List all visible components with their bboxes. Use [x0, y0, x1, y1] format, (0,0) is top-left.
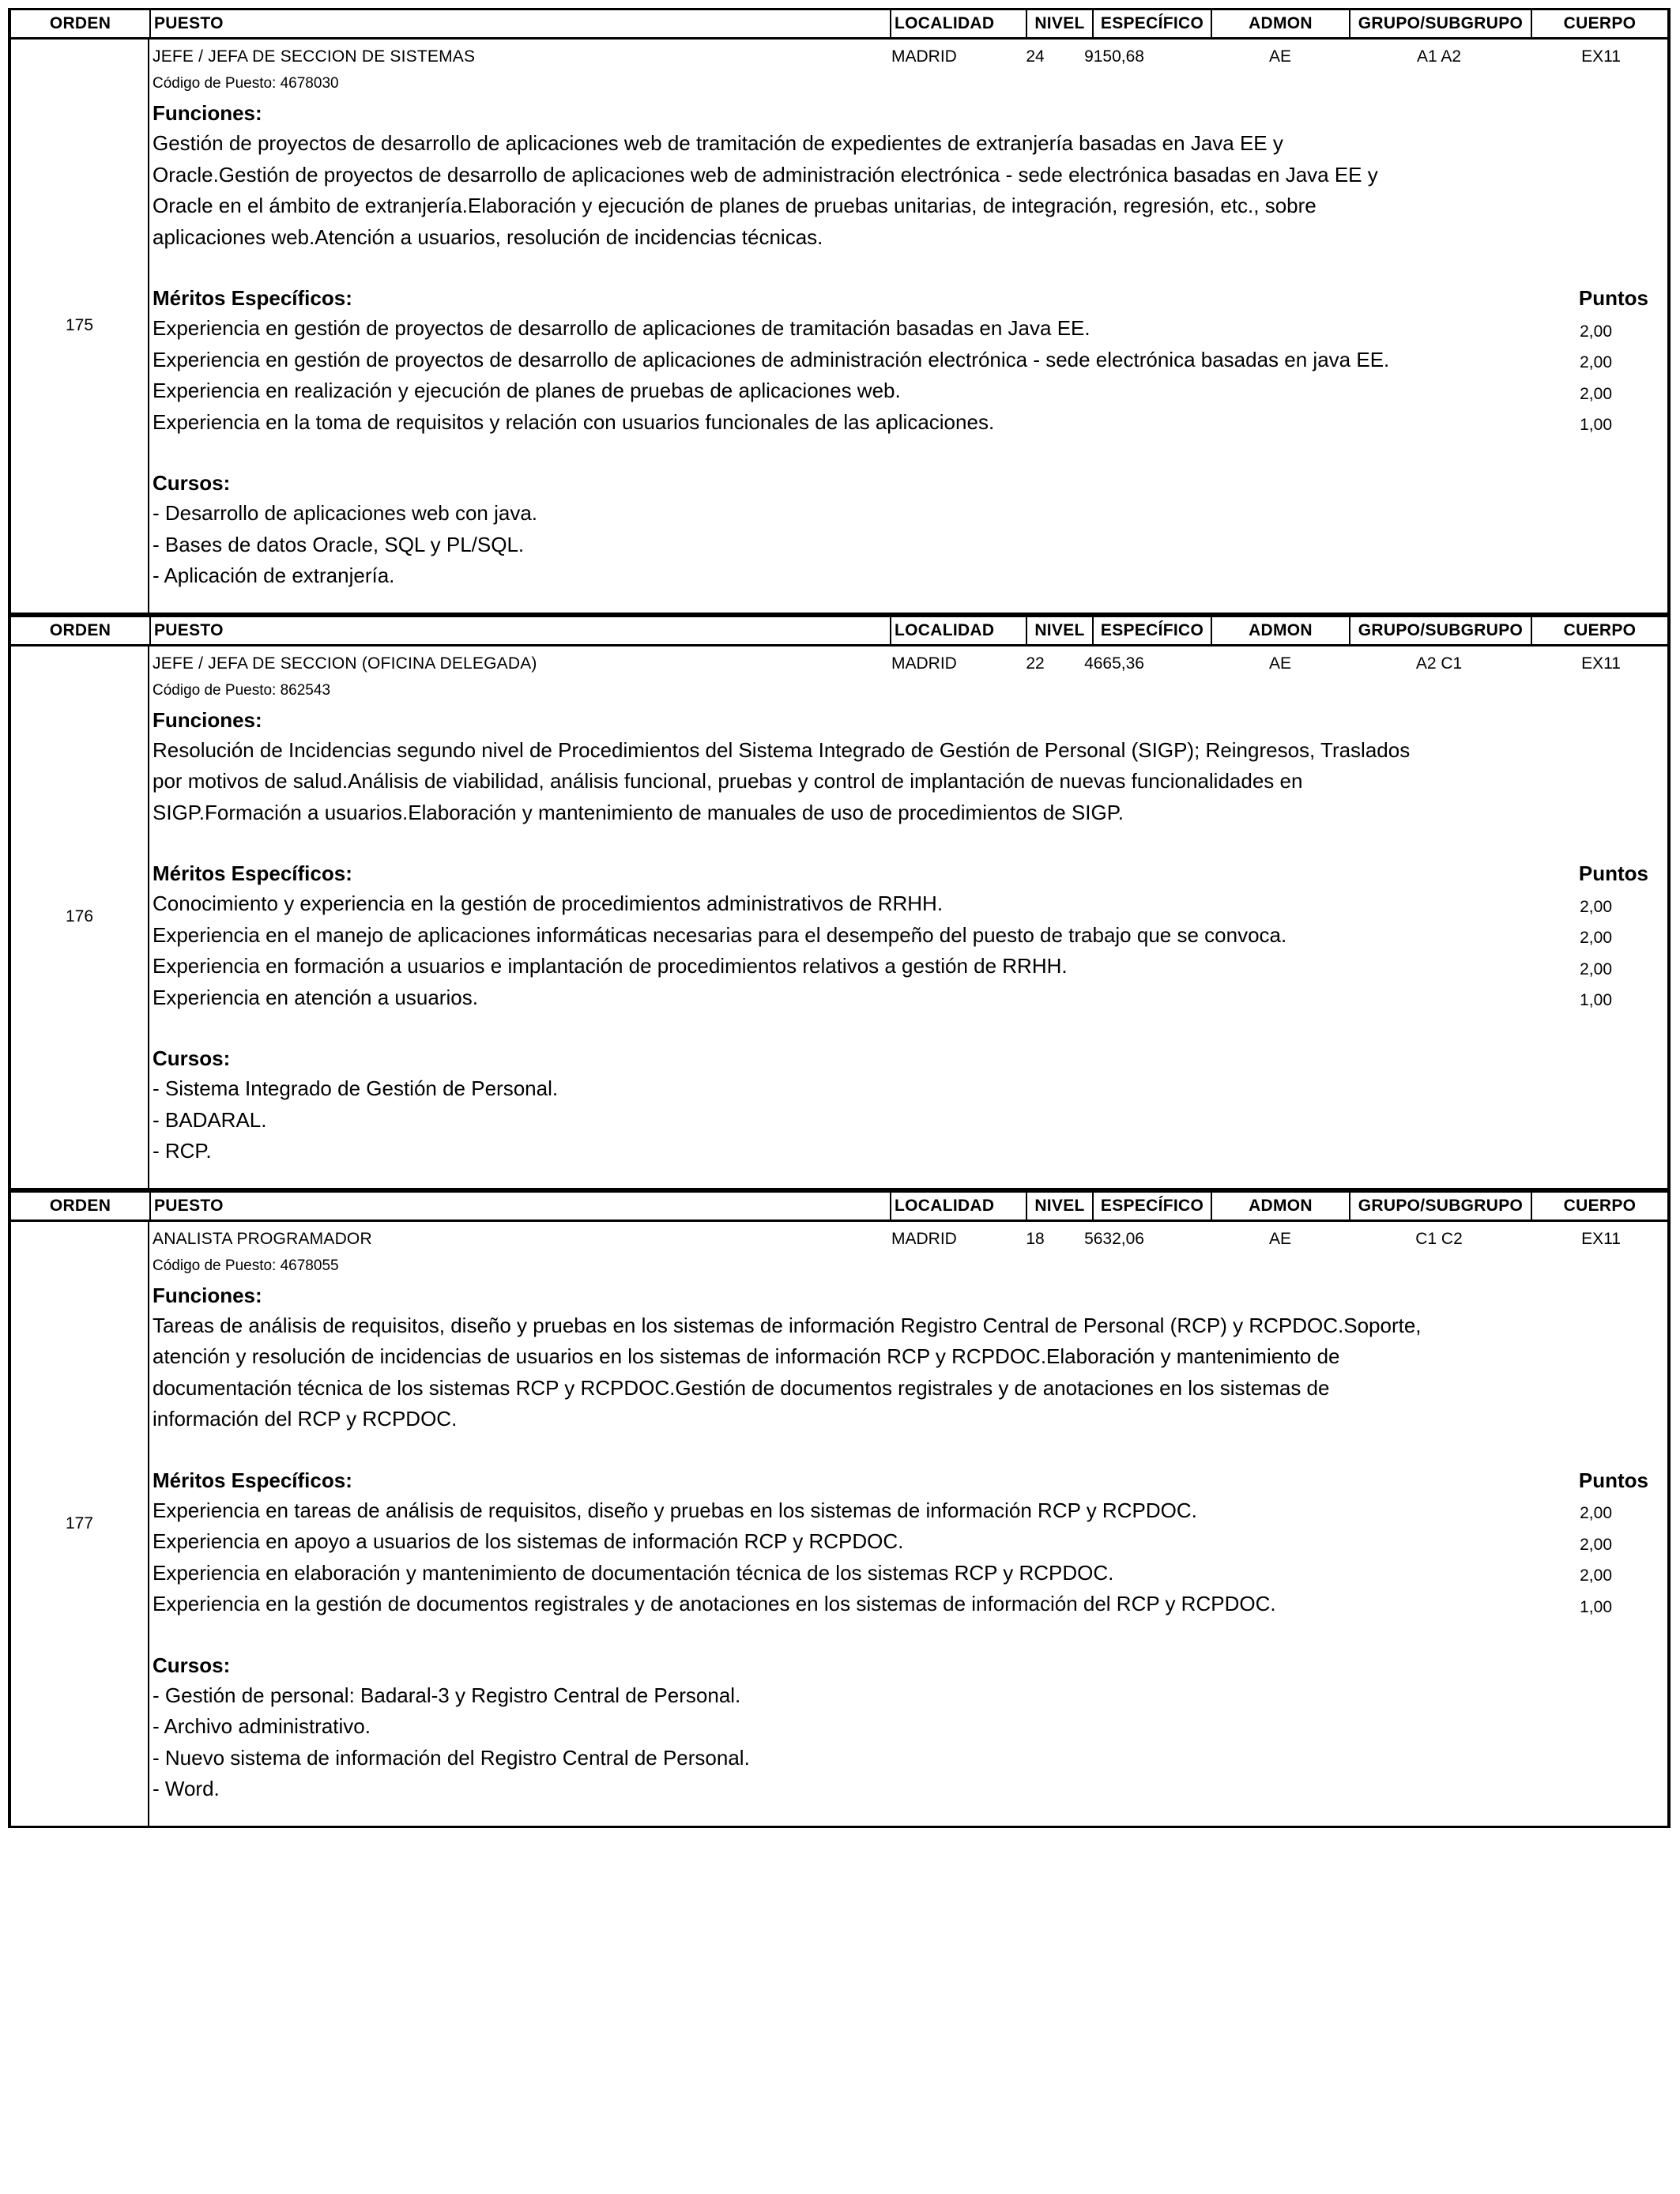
- meritos-heading: [153, 1465, 1667, 1495]
- especifico-value: 9150,68: [1084, 47, 1144, 66]
- cursos-heading: Cursos:: [153, 1046, 231, 1070]
- merito-item: [153, 313, 1667, 345]
- especifico-value: 5632,06: [1084, 1229, 1144, 1248]
- col-especifico: ESPECÍFICO: [1092, 1193, 1211, 1220]
- cursos-heading: Cursos:: [153, 1653, 231, 1677]
- col-admon: ADMON: [1211, 617, 1349, 644]
- col-orden: ORDEN: [49, 620, 111, 639]
- col-especifico: ESPECÍFICO: [1092, 10, 1211, 37]
- col-nivel: NIVEL: [1026, 1193, 1092, 1220]
- col-orden: ORDEN: [49, 14, 111, 32]
- curso-item: - Sistema Integrado de Gestión de Personal.: [153, 1076, 559, 1100]
- col-puesto: PUESTO: [149, 10, 890, 37]
- column-header-row: [11, 1190, 1667, 1222]
- puesto-title: JEFE / JEFA DE SECCION (OFICINA DELEGADA): [153, 654, 537, 673]
- merito-text: Experiencia en atención a usuarios.: [153, 985, 478, 1009]
- merito-points: 1,00: [1580, 1597, 1612, 1616]
- merito-item: [153, 920, 1667, 952]
- col-cuerpo: CUERPO: [1531, 1193, 1667, 1220]
- merito-item: [153, 345, 1667, 376]
- merito-text: Experiencia en el manejo de aplicaciones informáticas necesarias para el desempeño del puesto de trabajo que se convoca.: [153, 922, 1287, 947]
- merito-text: Experiencia en gestión de proyectos de desarrollo de aplicaciones de administración electrónica - sede electrónica basadas en java EE.: [153, 347, 1390, 371]
- merito-points: 2,00: [1580, 959, 1612, 978]
- funciones-text: Gestión de proyectos de desarrollo de aplicaciones web de tramitación de expedientes de extranjería basadas en Java EE y Oracle.Gestión de proyectos de desarrollo de aplicaciones web de administración electrónica - sede electrónica basadas en Java EE y Oracle en el ámbito de extranjería.Elaboración y ejecución de planes de pruebas unitarias, de integración, regresión, etc., sobre aplicaciones web.Atención a usuarios, resolución de incidencias técnicas.: [153, 131, 1378, 249]
- cuerpo-value: EX11: [1581, 47, 1621, 66]
- merito-text: Experiencia en gestión de proyectos de desarrollo de aplicaciones de tramitación basadas en Java EE.: [153, 316, 1090, 340]
- merito-item: [153, 982, 1667, 1014]
- meritos-label: Méritos Específicos:: [153, 861, 352, 885]
- orden-number: 176: [11, 647, 149, 1188]
- puntos-label: Puntos: [1578, 1468, 1648, 1492]
- localidad-value: MADRID: [891, 47, 957, 66]
- cuerpo-value: EX11: [1581, 654, 1621, 673]
- job-entry: [11, 1190, 1667, 1828]
- col-orden: ORDEN: [49, 1196, 111, 1215]
- merito-item: [153, 1558, 1667, 1589]
- column-header-row: [11, 615, 1667, 647]
- col-nivel: NIVEL: [1026, 10, 1092, 37]
- meritos-label: Méritos Específicos:: [153, 286, 352, 310]
- merito-text: Conocimiento y experiencia en la gestión de procedimientos administrativos de RRHH.: [153, 892, 944, 915]
- merito-text: Experiencia en formación a usuarios e implantación de procedimientos relativos a gestión de RRHH.: [153, 954, 1068, 978]
- merito-points: 2,00: [1580, 322, 1612, 341]
- orden-number: 175: [11, 40, 149, 613]
- job-listing-document: [8, 8, 1671, 1828]
- curso-item: - Bases de datos Oracle, SQL y PL/SQL.: [153, 532, 525, 556]
- merito-item: [153, 407, 1667, 439]
- merito-item: [153, 888, 1667, 920]
- curso-item: - Gestión de personal: Badaral-3 y Registro Central de Personal.: [153, 1683, 741, 1707]
- nivel-value: 24: [1026, 47, 1045, 66]
- especifico-value: 4665,36: [1084, 654, 1144, 673]
- puesto-row: [153, 647, 1667, 677]
- localidad-value: MADRID: [891, 1229, 957, 1248]
- meritos-label: Méritos Específicos:: [153, 1468, 352, 1492]
- admon-value: AE: [1268, 47, 1291, 66]
- curso-item: - BADARAL.: [153, 1107, 267, 1132]
- col-admon: ADMON: [1211, 1193, 1349, 1220]
- merito-item: [153, 1589, 1667, 1620]
- merito-text: Experiencia en la gestión de documentos registrales y de anotaciones en los sistemas de información del RCP y RCPDOC.: [153, 1592, 1276, 1615]
- funciones-text: Resolución de Incidencias segundo nivel de Procedimientos del Sistema Integrado de Gestión de Personal (SIGP); Reingresos, Traslados por motivos de salud.Análisis de viabilidad, análisis funcional, pruebas y control de implantación de nuevas funcionalidades en SIGP.Formación a usuarios.Elaboración y mantenimiento de manuales de uso de procedimientos de SIGP.: [153, 737, 1411, 824]
- merito-text: Experiencia en elaboración y mantenimiento de documentación técnica de los sistemas RCP y RCPDOC.: [153, 1560, 1114, 1585]
- col-cuerpo: CUERPO: [1531, 617, 1667, 644]
- curso-item: - Aplicación de extranjería.: [153, 564, 395, 587]
- merito-text: Experiencia en realización y ejecución de planes de pruebas de aplicaciones web.: [153, 379, 901, 402]
- merito-points: 2,00: [1580, 1504, 1612, 1522]
- merito-points: 2,00: [1580, 1566, 1612, 1585]
- nivel-value: 22: [1026, 654, 1045, 673]
- merito-points: 2,00: [1580, 897, 1612, 916]
- funciones-text: Tareas de análisis de requisitos, diseño y pruebas en los sistemas de información Registro Central de Personal (RCP) y RCPDOC.Soporte, atención y resolución de incidencias de usuarios en los sistemas de información RCP y RCPDOC.Elaboración y mantenimiento de documentación técnica de los sistemas RCP y RCPDOC.Gestión de documentos registrales y de anotaciones en los sistemas de información del RCP y RCPDOC.: [153, 1313, 1422, 1431]
- col-puesto: PUESTO: [149, 617, 890, 644]
- merito-text: Experiencia en tareas de análisis de requisitos, diseño y pruebas en los sistemas de información RCP y RCPDOC.: [153, 1498, 1197, 1522]
- admon-value: AE: [1268, 654, 1291, 673]
- admon-value: AE: [1268, 1229, 1291, 1248]
- curso-item: - Word.: [153, 1777, 220, 1800]
- merito-points: 1,00: [1580, 991, 1612, 1009]
- localidad-value: MADRID: [891, 654, 957, 673]
- grupo-value: C1 C2: [1415, 1229, 1463, 1248]
- col-grupo: GRUPO/SUBGRUPO: [1349, 1193, 1531, 1220]
- curso-item: - RCP.: [153, 1139, 212, 1163]
- puesto-row: [153, 40, 1667, 70]
- puesto-row: [153, 1222, 1667, 1252]
- col-especifico: ESPECÍFICO: [1092, 617, 1211, 644]
- merito-points: 2,00: [1580, 384, 1612, 403]
- col-cuerpo: CUERPO: [1531, 10, 1667, 37]
- funciones-heading: Funciones:: [153, 101, 262, 125]
- merito-item: [153, 1526, 1667, 1558]
- merito-item: [153, 1495, 1667, 1527]
- cuerpo-value: EX11: [1581, 1229, 1621, 1248]
- col-grupo: GRUPO/SUBGRUPO: [1349, 617, 1531, 644]
- merito-item: [153, 375, 1667, 407]
- curso-item: - Desarrollo de aplicaciones web con java.: [153, 501, 538, 525]
- grupo-value: A2 C1: [1415, 654, 1463, 673]
- col-grupo: GRUPO/SUBGRUPO: [1349, 10, 1531, 37]
- col-localidad: LOCALIDAD: [890, 617, 1026, 644]
- column-header-row: [11, 8, 1667, 40]
- puesto-title: ANALISTA PROGRAMADOR: [153, 1229, 372, 1248]
- merito-item: [153, 951, 1667, 982]
- meritos-heading: [153, 283, 1667, 313]
- codigo-puesto: Código de Puesto: 862543: [153, 681, 331, 699]
- funciones-heading: Funciones:: [153, 1283, 262, 1307]
- col-admon: ADMON: [1211, 10, 1349, 37]
- job-entry: [11, 615, 1667, 1190]
- merito-text: Experiencia en la toma de requisitos y relación con usuarios funcionales de las aplicaciones.: [153, 409, 995, 434]
- merito-points: 2,00: [1580, 929, 1612, 947]
- codigo-puesto: Código de Puesto: 4678055: [153, 1257, 339, 1274]
- merito-text: Experiencia en apoyo a usuarios de los sistemas de información RCP y RCPDOC.: [153, 1529, 904, 1553]
- meritos-heading: [153, 858, 1667, 888]
- col-nivel: NIVEL: [1026, 617, 1092, 644]
- col-localidad: LOCALIDAD: [890, 10, 1026, 37]
- puntos-label: Puntos: [1578, 286, 1648, 310]
- merito-points: 2,00: [1580, 1535, 1612, 1554]
- col-localidad: LOCALIDAD: [890, 1193, 1026, 1220]
- curso-item: - Archivo administrativo.: [153, 1714, 371, 1738]
- codigo-puesto: Código de Puesto: 4678030: [153, 75, 339, 92]
- col-puesto: PUESTO: [149, 1193, 890, 1220]
- puesto-title: JEFE / JEFA DE SECCION DE SISTEMAS: [153, 47, 476, 66]
- nivel-value: 18: [1026, 1229, 1045, 1248]
- job-entry: [11, 8, 1667, 615]
- merito-points: 2,00: [1580, 353, 1612, 371]
- cursos-heading: Cursos:: [153, 471, 231, 495]
- funciones-heading: Funciones:: [153, 707, 262, 732]
- grupo-value: A1 A2: [1416, 47, 1462, 66]
- puntos-label: Puntos: [1578, 861, 1648, 885]
- orden-number: 177: [11, 1222, 149, 1826]
- curso-item: - Nuevo sistema de información del Registro Central de Personal.: [153, 1745, 750, 1770]
- merito-points: 1,00: [1580, 416, 1612, 434]
